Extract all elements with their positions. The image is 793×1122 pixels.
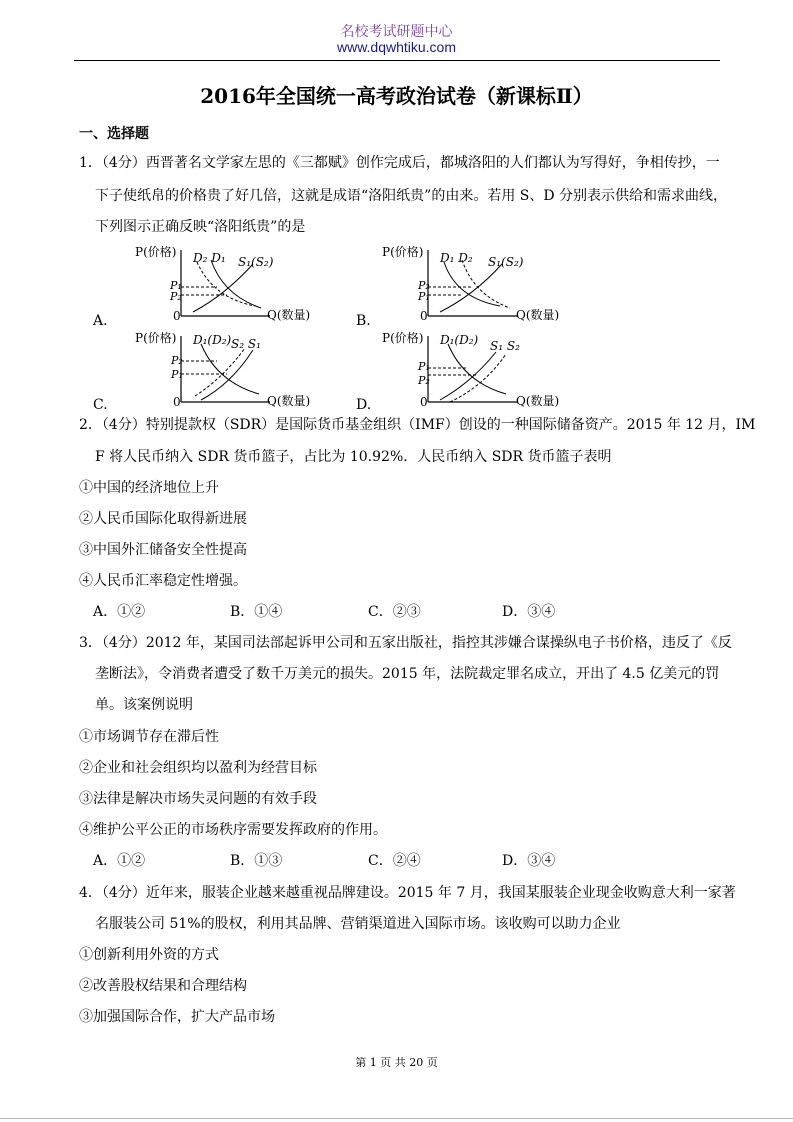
- supply-label: S₁(S₂): [488, 255, 524, 269]
- origin-label: 0: [420, 309, 428, 323]
- demand-label: D₁(D₂): [193, 333, 232, 347]
- q3-line: 3．（4分）2012 年，某国司法部起诉甲公司和五家出版社，指控其涉嫌合谋操纵电子书价格，违反了《反: [79, 635, 732, 651]
- q3-line: 垄断法》，令消费者遭受了数千万美元的损失。2015 年，法院裁定罪名成立，开出了 4.5 亿美元的罚: [95, 666, 720, 682]
- demand-label: D₁ D₂: [440, 251, 473, 265]
- price-label-bottom: P₂: [418, 374, 430, 387]
- site-name: 名校考试研题中心: [340, 24, 453, 40]
- y-axis-label: P(价格): [382, 245, 424, 259]
- option-b-label: B.: [356, 313, 371, 329]
- price-label-bottom: P₁: [418, 290, 430, 303]
- q1-line: 下列图示正确反映“洛阳纸贵”的是: [95, 219, 306, 235]
- origin-label: 0: [420, 395, 428, 409]
- price-label-top: P₁: [418, 360, 430, 373]
- q2-choice-c[interactable]: C．②③: [368, 604, 421, 620]
- x-axis-label: Q(数量): [267, 308, 311, 322]
- q1-line: 下子使纸帛的价格贵了好几倍，这就是成语“洛阳纸贵”的由来。若用 S、D 分别表示供给和需求曲线，: [95, 188, 728, 204]
- q3-line: 单。该案例说明: [95, 697, 193, 713]
- q2-item: ②人民币国际化取得新进展: [79, 511, 247, 527]
- graph-b: [382, 240, 572, 326]
- x-axis-label: Q(数量): [267, 394, 311, 408]
- price-label-top: P₂: [171, 354, 183, 367]
- supply-label: S₁ S₂: [490, 339, 520, 353]
- origin-label: 0: [173, 309, 181, 323]
- q2-line: 2．（4分）特别提款权（SDR）是国际货币基金组织（IMF）创设的一种国际储备资产。2015 年 12 月，IM: [79, 417, 756, 433]
- y-axis-label: P(价格): [135, 331, 177, 345]
- q4-line: 名服装公司 51%的股权，利用其品牌、营销渠道进入国际市场。该收购可以助力企业: [95, 916, 621, 932]
- q3-item: ②企业和社会组织均以盈利为经营目标: [79, 760, 317, 776]
- supply-label: S₂ S₁: [231, 337, 261, 351]
- y-axis-label: P(价格): [135, 245, 177, 259]
- q2-item: ③中国外汇储备安全性提高: [79, 542, 247, 558]
- q2-line: F 将人民币纳入 SDR 货币篮子，占比为 10.92%．人民币纳入 SDR 货币篮子表明: [95, 449, 612, 465]
- graph-c: [135, 326, 310, 412]
- section-heading: 一、选择题: [79, 126, 149, 142]
- q2-item: ①中国的经济地位上升: [79, 480, 219, 496]
- price-label-bottom: P₂: [170, 290, 182, 303]
- q3-item: ③法律是解决市场失灵问题的有效手段: [79, 791, 317, 807]
- header-divider: [74, 60, 720, 61]
- q4-line: 4．（4分）近年来，服装企业越来越重视品牌建设。2015 年 7 月，我国某服装企业现金收购意大利一家著: [79, 885, 736, 901]
- q2-choice-a[interactable]: A．①②: [93, 604, 146, 620]
- demand-label: D₂ D₁: [193, 251, 226, 265]
- q1-line: 1．（4分）西晋著名文学家左思的《三都赋》创作完成后，都城洛阳的人们都认为写得好，争相传抄，一: [79, 155, 720, 171]
- q3-item: ④维护公平公正的市场秩序需要发挥政府的作用。: [79, 822, 387, 838]
- x-axis-label: Q(数量): [516, 308, 560, 322]
- y-axis-label: P(价格): [382, 331, 424, 345]
- q4-item: ①创新利用外资的方式: [79, 947, 219, 963]
- origin-label: 0: [173, 395, 181, 409]
- q2-item: ④人民币汇率稳定性增强。: [79, 573, 247, 589]
- q2-choice-b[interactable]: B．①④: [230, 604, 283, 620]
- graph-a: [135, 240, 311, 326]
- price-label-top: P₂: [418, 279, 430, 292]
- bottom-divider: [0, 1118, 793, 1119]
- q3-choice-d[interactable]: D．③④: [502, 853, 556, 869]
- price-label-bottom: P₁: [171, 368, 183, 381]
- q3-choice-a[interactable]: A．①②: [93, 853, 146, 869]
- site-url[interactable]: www.dqwhtiku.com: [336, 39, 457, 55]
- demand-label: D₁(D₂): [440, 333, 479, 347]
- supply-label: S₁(S₂): [238, 255, 274, 269]
- q3-choice-c[interactable]: C．②④: [368, 853, 421, 869]
- option-c-label: C.: [93, 397, 108, 413]
- x-axis-label: Q(数量): [516, 394, 560, 408]
- q4-item: ③加强国际合作，扩大产品市场: [79, 1009, 275, 1025]
- option-a-label: A.: [93, 313, 108, 329]
- graph-d: [382, 326, 572, 412]
- q3-item: ①市场调节存在滞后性: [79, 729, 219, 745]
- option-d-label: D.: [356, 397, 372, 413]
- q4-item: ②改善股权结果和合理结构: [79, 978, 247, 994]
- q3-choice-b[interactable]: B．①③: [230, 853, 283, 869]
- page-title: 2016年全国统一高考政治试卷（新课标Ⅱ）: [200, 84, 593, 108]
- q2-choice-d[interactable]: D．③④: [502, 604, 556, 620]
- price-label-top: P₁: [170, 279, 182, 292]
- page-number: 第 1 页 共 20 页: [355, 1056, 438, 1069]
